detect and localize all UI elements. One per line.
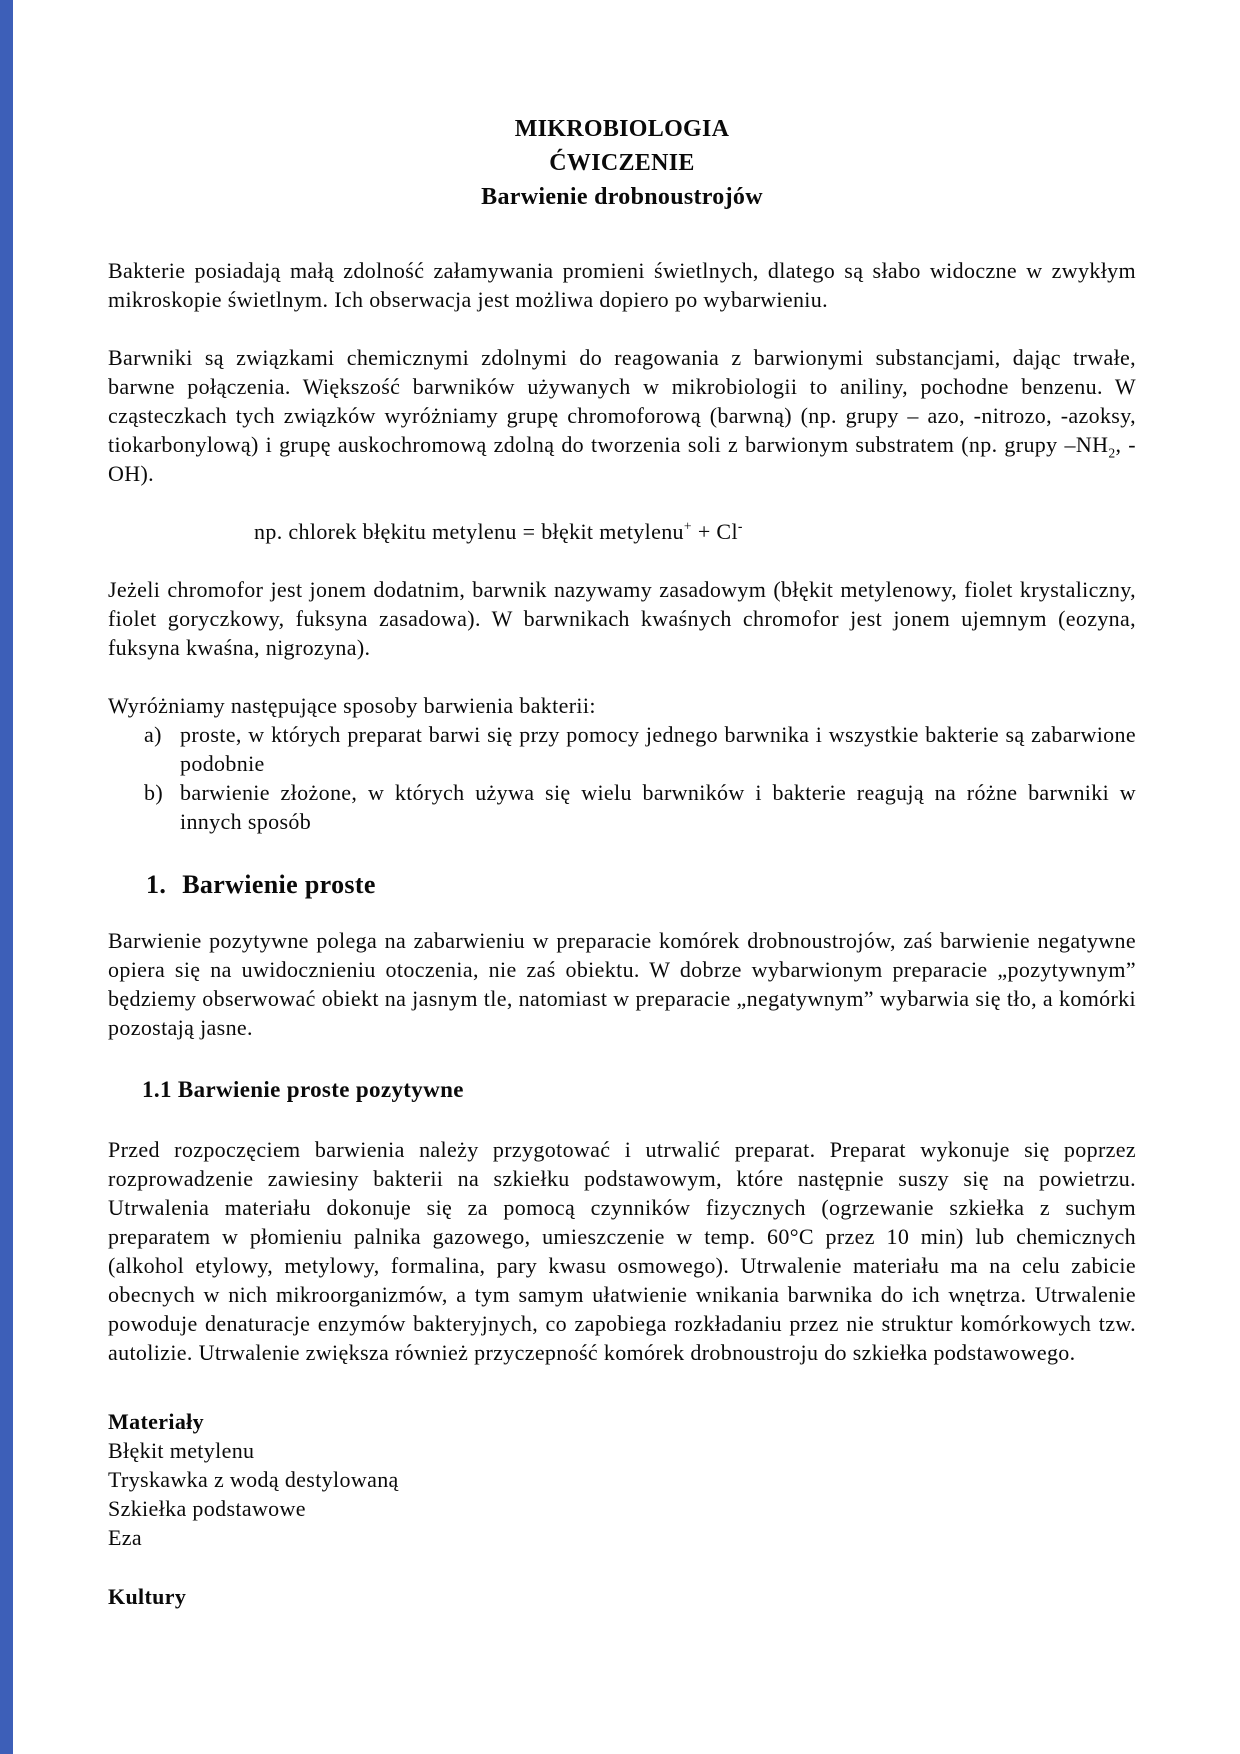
equation-mid-part: + Cl xyxy=(691,519,738,544)
left-accent-bar xyxy=(0,0,13,1754)
section-1-title: Barwienie proste xyxy=(182,870,376,899)
list-item-a xyxy=(108,720,1136,778)
minus-superscript: - xyxy=(737,518,743,534)
equation-left-part: np. chlorek błękitu metylenu = błękit metylenu xyxy=(254,519,684,544)
list-item-b-text: barwienie złożone, w których używa się wielu barwników i bakterie reagują na różne barwniki w innych sposób xyxy=(180,780,1136,834)
doc-title-line-1: MIKROBIOLOGIA xyxy=(514,116,730,142)
doc-title-line-3: Barwienie drobnoustrojów xyxy=(481,184,763,210)
plus-superscript: + xyxy=(683,518,692,534)
list-item-b-marker: b) xyxy=(144,780,164,805)
list-item-b xyxy=(108,778,1136,836)
material-item-loop: Eza xyxy=(108,1525,143,1550)
paragraph-dyes-chemistry xyxy=(108,343,1136,488)
dyes-text-before-subscript: Barwniki są związkami chemicznymi zdolnymi do reagowania z barwionymi substancjami, dając trwałe, barwne połączenia. Większość barwników używanych w mikrobiologii to aniliny, pochodne benzenu. W cząsteczkach tych związków wyróżniamy grupę chromoforową (barwną) (np. grupy – azo, -nitrozo, -azoksy, tiokarbonylową) i grupę auskochromową zdolną do tworzenia soli z barwionym substratem (np. grupy –NH xyxy=(108,345,1136,457)
materials-heading: Materiały xyxy=(108,1409,204,1434)
paragraph-bacteria-visibility: Bakterie posiadają małą zdolność załamywania promieni świetlnych, dlatego są słabo widoczne w zwykłym mikroskopie świetlnym. Ich obserwacja jest możliwa dopiero po wybarwieniu. xyxy=(108,258,1136,312)
section-1-heading xyxy=(146,868,1136,902)
paragraph-positive-negative-staining: Barwienie pozytywne polega na zabarwieniu w preparacie komórek drobnoustrojów, zaś barwienie negatywne opiera się na uwidocznieniu otoczenia, nie zaś obiektu. W dobrze wybarwionym preparacie „pozytywnym” będziemy obserwować obiekt na jasnym tle, natomiast w preparacie „negatywnym” wybarwia się tło, a komórki pozostają jasne. xyxy=(108,928,1136,1040)
dyes-text-after-subscript: , -OH). xyxy=(108,432,1136,486)
paragraph-chromophore-ions: Jeżeli chromofor jest jonem dodatnim, barwnik nazywamy zasadowym (błękit metylenowy, fiolet krystaliczny, fiolet goryczkowy, fuksyna zasadowa). W barwnikach kwaśnych chromofor jest jonem ujemnym (eozyna, fuksyna kwaśna, nigrozyna). xyxy=(108,577,1136,660)
doc-title-line-2: ĆWICZENIE xyxy=(549,150,695,176)
material-item-wash-bottle: Tryskawka z wodą destylowaną xyxy=(108,1467,399,1492)
section-1-number: 1. xyxy=(146,870,167,899)
subsection-1-1-heading: 1.1 Barwienie proste pozytywne xyxy=(142,1077,464,1102)
list-item-a-text: proste, w których preparat barwi się przy pomocy jednego barwnika i wszystkie bakterie są zabarwione podobnie xyxy=(180,722,1136,776)
staining-methods-list xyxy=(108,720,1136,836)
cultures-heading: Kultury xyxy=(108,1584,187,1609)
document-content xyxy=(108,112,1136,1611)
materials-section xyxy=(108,1407,1136,1552)
material-item-methylene-blue: Błękit metylenu xyxy=(108,1438,255,1463)
methylene-blue-equation xyxy=(108,517,1136,546)
nh2-subscript: 2 xyxy=(1108,445,1116,461)
paragraph-preparation-fixation: Przed rozpoczęciem barwienia należy przygotować i utrwalić preparat. Preparat wykonuje się poprzez rozprowadzenie zawiesiny bakterii na szkiełku podstawowym, które następnie suszy się na powietrzu. Utrwalenia materiału dokonuje się za pomocą czynników fizycznych (ogrzewanie szkiełka z suchym preparatem w płomieniu palnika gazowego, umieszczenie w temp. 60°C przez 10 min) lub chemicznych (alkohol etylowy, metylowy, formalina, pary kwasu osmowego). Utrwalenie materiału ma na celu zabicie obecnych w nich mikroorganizmów, a tym samym ułatwienie wnikania barwnika do ich wnętrza. Utrwalenie powoduje denaturacje enzymów bakteryjnych, co zapobiega rozkładaniu przez nie struktur komórkowych tzw. autolizie. Utrwalenie zwiększa również przyczepność komórek drobnoustroju do szkiełka podstawowego. xyxy=(108,1137,1136,1365)
material-item-slides: Szkiełka podstawowe xyxy=(108,1496,306,1521)
list-item-a-marker: a) xyxy=(144,722,162,747)
staining-list-intro: Wyróżniamy następujące sposoby barwienia bakterii: xyxy=(108,693,596,718)
document-title-block xyxy=(108,112,1136,214)
